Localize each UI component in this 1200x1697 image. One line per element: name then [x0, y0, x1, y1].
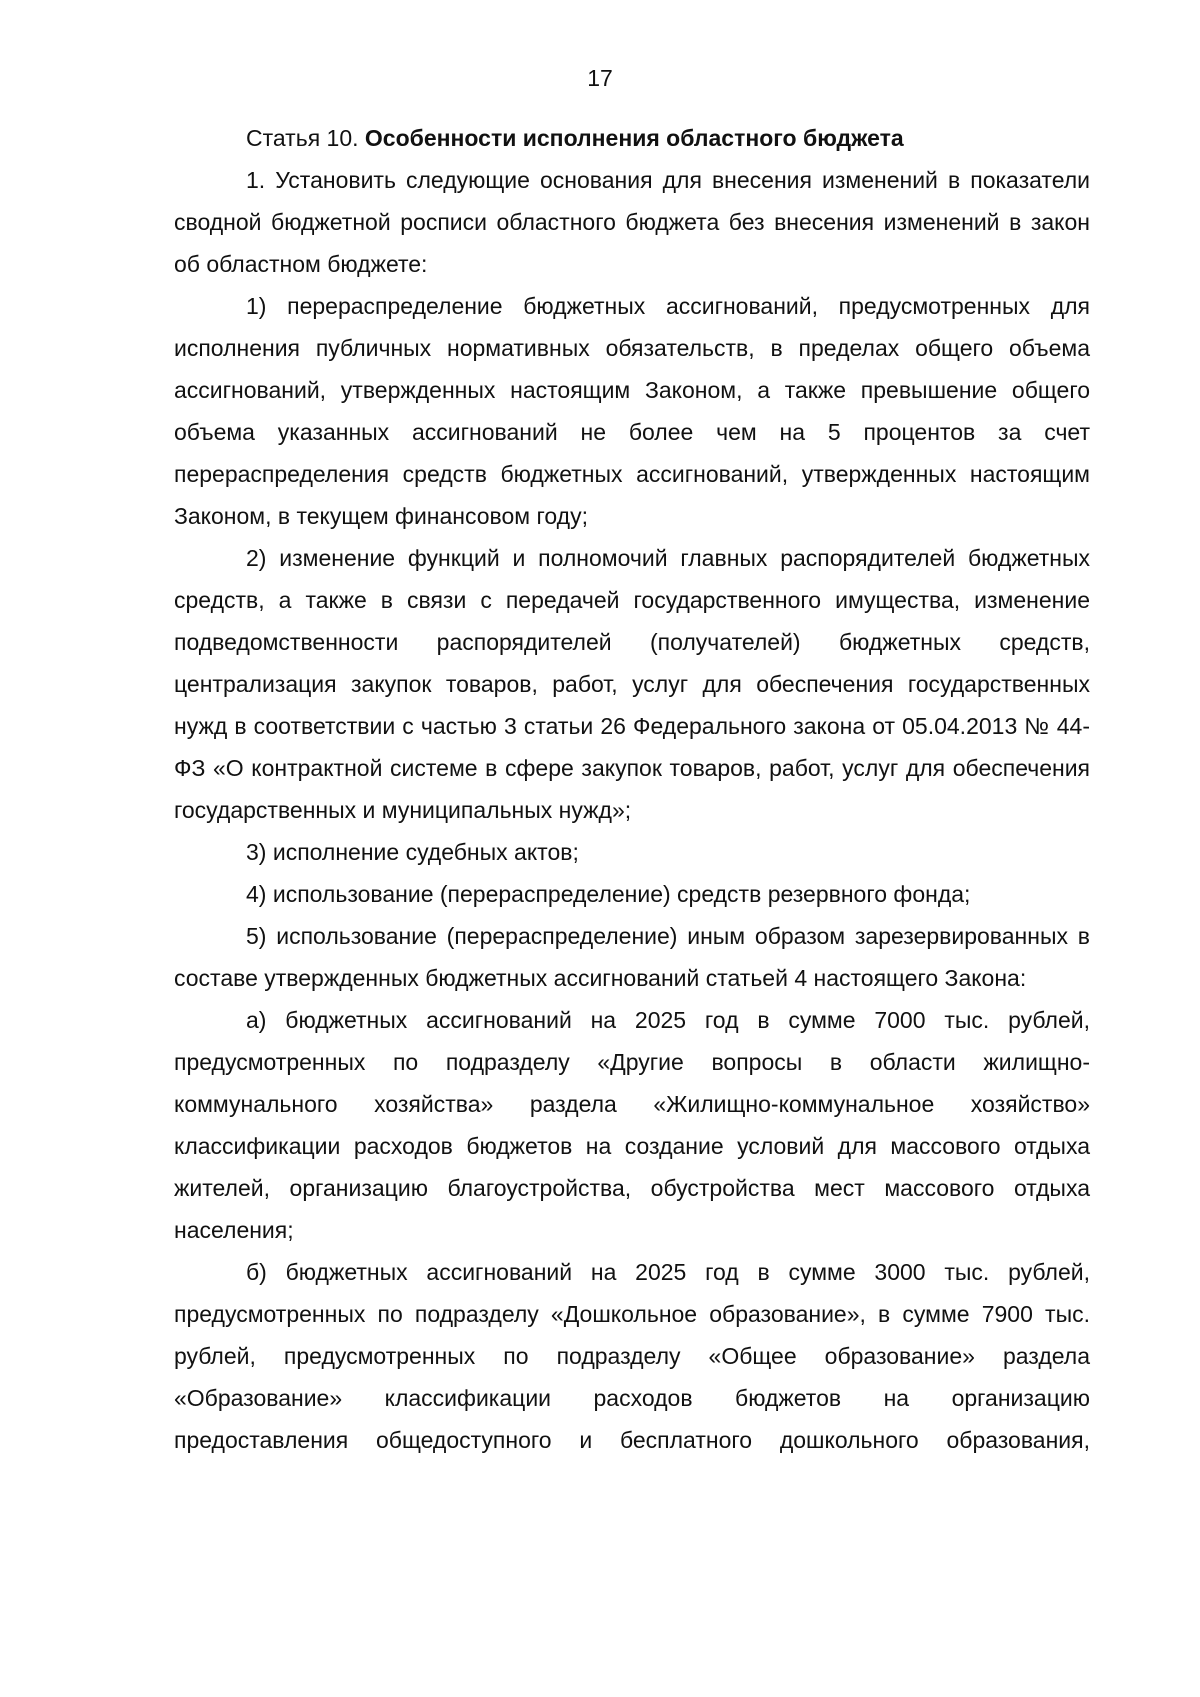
paragraph: 4) использование (перераспределение) средств резервного фонда;	[246, 881, 971, 907]
paragraph: 1. Установить следующие основания для внесения изменений в показатели сводной бюджетной росписи областного бюджета без внесения изменений в закон об областном бюджете:	[174, 167, 1090, 277]
paragraph: 1) перераспределение бюджетных ассигнований, предусмотренных для исполнения публичных нормативных обязательств, в пределах общего объема ассигнований, утвержденных настоящим Законом, а также превышение общего объема указанных ассигнований не более чем на 5 процентов за счет перераспределения средств бюджетных ассигнований, утвержденных настоящим Законом, в текущем финансовом году;	[174, 293, 1090, 529]
paragraph: 2) изменение функций и полномочий главных распорядителей бюджетных средств, а также в связи с передачей государственного имущества, изменение подведомственности распорядителей (получателей) бюджетных средств, централизация закупок товаров, работ, услуг для обеспечения государственных нужд в соответствии с частью 3 статьи 26 Федерального закона от 05.04.2013 № 44-ФЗ «О контрактной системе в сфере закупок товаров, работ, услуг для обеспечения государственных и муниципальных нужд»;	[174, 545, 1090, 823]
article-heading	[174, 117, 1090, 159]
paragraph: 3) исполнение судебных актов;	[246, 839, 579, 865]
page-number: 17	[587, 65, 613, 91]
article-title: Особенности исполнения областного бюджета	[364, 125, 904, 151]
article-label: Статья 10.	[246, 125, 359, 151]
paragraph: 5) использование (перераспределение) иным образом зарезервированных в составе утвержденных бюджетных ассигнований статьей 4 настоящего Закона:	[174, 923, 1090, 991]
paragraph: б) бюджетных ассигнований на 2025 год в сумме 3000 тыс. рублей, предусмотренных по подразделу «Дошкольное образование», в сумме 7900 тыс. рублей, предусмотренных по подразделу «Общее образование» раздела «Образование» классификации расходов бюджетов на организацию предоставления общедоступного и бесплатного дошкольного образования,	[174, 1259, 1090, 1453]
paragraph: а) бюджетных ассигнований на 2025 год в сумме 7000 тыс. рублей, предусмотренных по подразделу «Другие вопросы в области жилищно-коммунального хозяйства» раздела «Жилищно-коммунальное хозяйство» классификации расходов бюджетов на создание условий для массового отдыха жителей, организацию благоустройства, обустройства мест массового отдыха населения;	[174, 1007, 1090, 1243]
document-body	[174, 117, 1090, 1461]
